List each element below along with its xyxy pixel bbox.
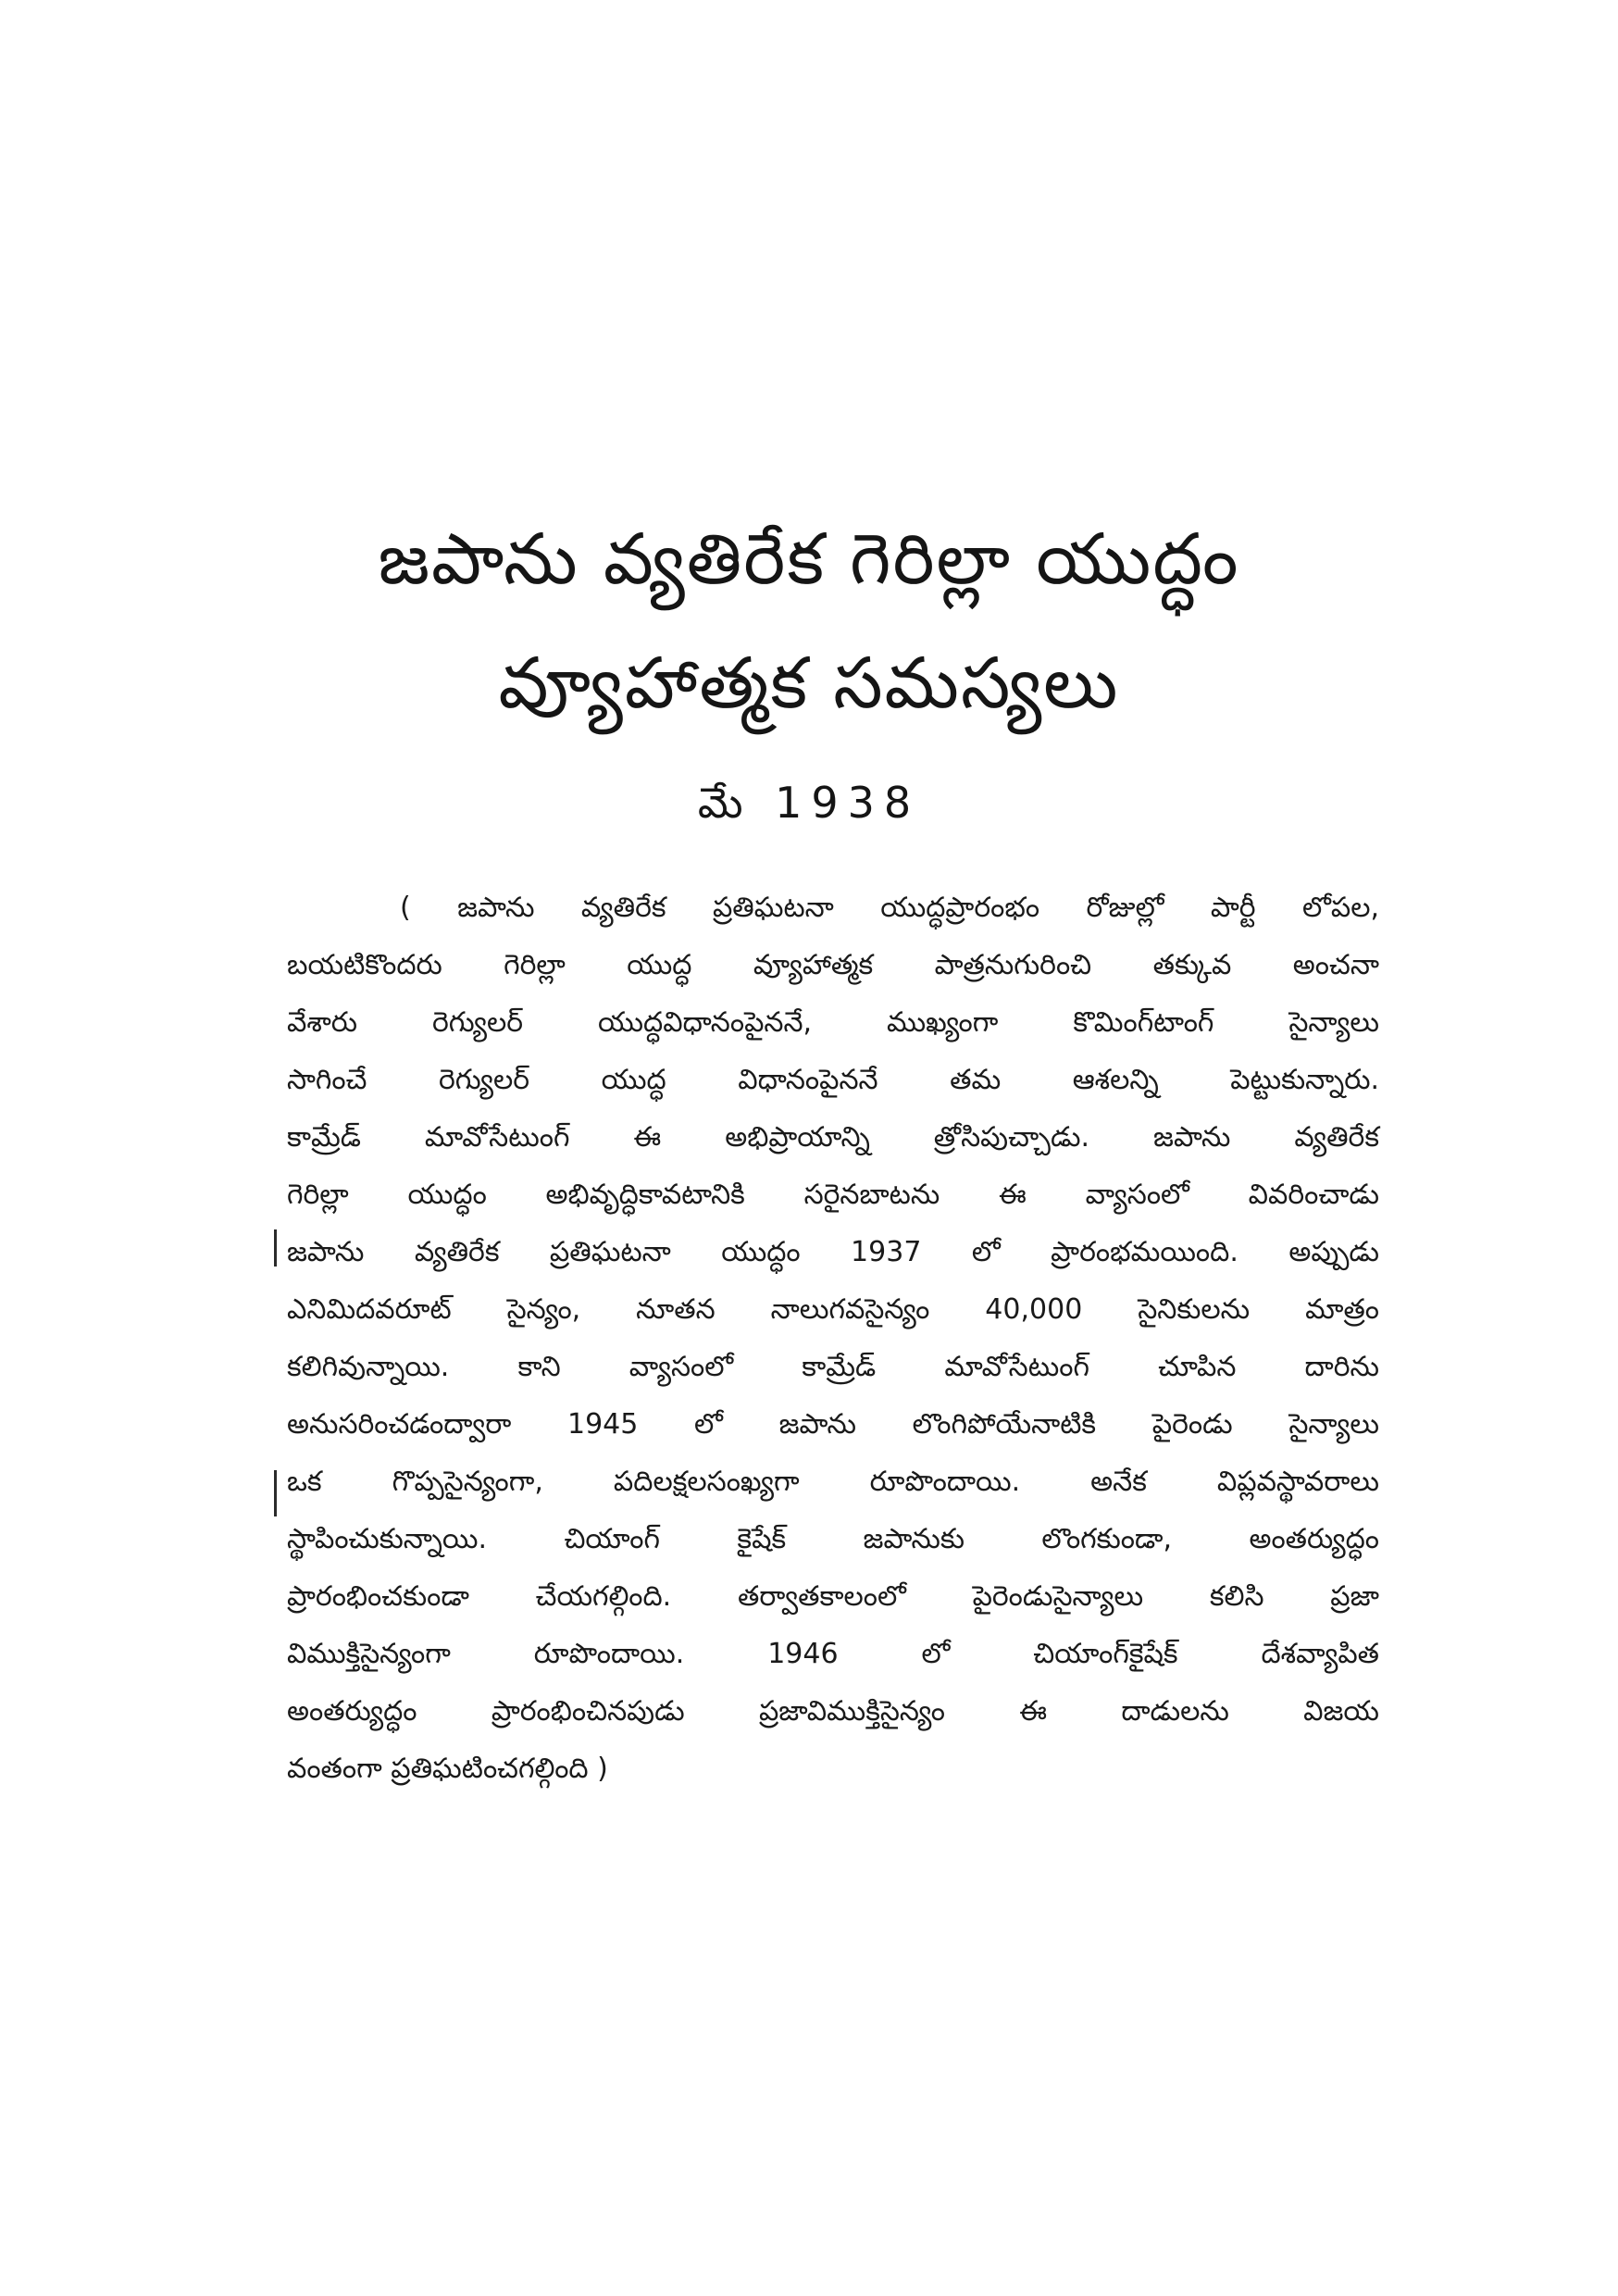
document-title-line-2: వ్యూహాత్మక సమస్యలు	[498, 642, 1120, 724]
document-title-line-1: జపాను వ్యతిరేక గెరిల్లా యుద్ధం	[378, 518, 1240, 600]
editorial-intro	[287, 880, 1379, 1798]
intro-line: అంతర్యుద్ధం ప్రారంభించినపుడు ప్రజావిముక్తిసైన్యం ఈ దాడులను విజయ	[287, 1695, 1379, 1728]
intro-line: వంతంగా ప్రతిఘటించగల్గింది )	[287, 1753, 608, 1785]
intro-line: జపాను వ్యతిరేక ప్రతిఘటనా యుద్ధం 1937 లో ప్రారంభమయింది. అప్పుడు	[287, 1236, 1379, 1268]
intro-line: ( జపాను వ్యతిరేక ప్రతిఘటనా యుద్ధప్రారంభం రోజుల్లో పార్టీ లోపల,	[400, 892, 1379, 924]
intro-line: విముక్తిసైన్యంగా రూపొందాయి. 1946 లో చియాంగ్‌కైషేక్ దేశవ్యాపిత	[287, 1638, 1379, 1670]
intro-line: వేశారు రెగ్యులర్ యుద్ధవిధానంపైననే, ముఖ్యంగా కొమింగ్‌టాంగ్ సైన్యాలు	[287, 1006, 1379, 1039]
margin-mark	[274, 1470, 277, 1516]
intro-line: సాగించే రెగ్యులర్ యుద్ధ విధానంపైననే తమ ఆశలన్ని పెట్టుకున్నారు.	[287, 1064, 1379, 1096]
intro-line: ప్రారంభించకుండా చేయగల్గింది. తర్వాతకాలంలో పైరెండుసైన్యాలు కలిసి ప్రజా	[287, 1580, 1379, 1613]
intro-line: అనుసరించడంద్వారా 1945 లో జపాను లొంగిపోయేనాటికి పైరెండు సైన్యాలు	[287, 1408, 1379, 1441]
intro-line: ఒక గొప్పసైన్యంగా, పదిలక్షలసంఖ్యగా రూపొందాయి. అనేక విప్లవస్థావరాలు	[287, 1466, 1379, 1498]
intro-line: ఎనిమిదవరూట్ సైన్యం, నూతన నాలుగవసైన్యం 40,000 సైనికులను మాత్రం	[287, 1293, 1379, 1326]
intro-line: గెరిల్లా యుద్ధం అభివృద్ధికావటానికి సరైనబాటను ఈ వ్యాసంలో వివరించాడు	[287, 1179, 1379, 1211]
intro-line: కామ్రేడ్ మావోసేటుంగ్ ఈ అభిప్రాయాన్ని త్రోసిపుచ్చాడు. జపాను వ్యతిరేక	[287, 1121, 1379, 1154]
margin-mark	[274, 1229, 277, 1267]
document-date: మే 1938	[697, 778, 921, 828]
intro-line: స్థాపించుకున్నాయి. చియాంగ్ కైషేక్ జపానుకు లొంగకుండా, అంతర్యుద్ధం	[287, 1523, 1379, 1555]
intro-line: కలిగివున్నాయి. కాని వ్యాసంలో కామ్రేడ్ మావోసేటుంగ్ చూపిన దారిను	[287, 1351, 1379, 1383]
intro-line: బయటికొందరు గెరిల్లా యుద్ధ వ్యూహాత్మక పాత్రనుగురించి తక్కువ అంచనా	[287, 949, 1379, 981]
